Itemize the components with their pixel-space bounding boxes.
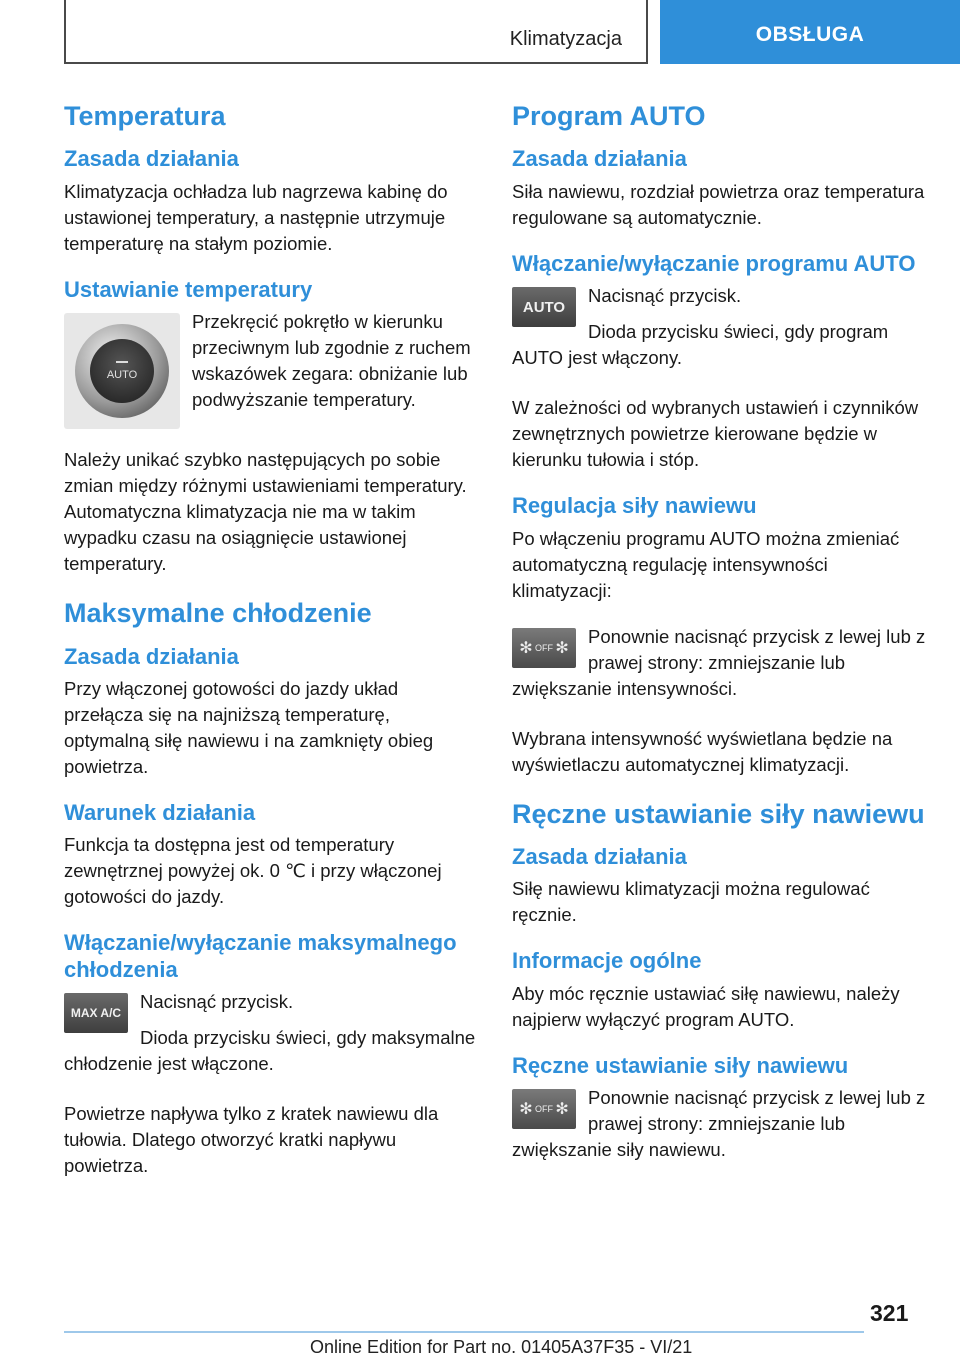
footer-edition: Online Edition for Part no. 01405A37F35 - VI/21 [310, 1337, 693, 1357]
manual-set-heading: Ręczne ustawianie siły nawiewu [512, 1052, 849, 1078]
fan-button-image [512, 628, 576, 668]
max-onoff-row [64, 989, 480, 1087]
fan-regulation-press-text: Ponownie nacisnąć przycisk z lewej lub z prawej strony: zmniejszanie lub zwiększanie intensywności. [512, 625, 926, 699]
fan-regulation-row [512, 624, 928, 712]
temp-set-heading: Ustawianie temperatury [64, 276, 313, 302]
fan-off-label: OFF [534, 1104, 553, 1115]
temp-principle-text: Klimatyzacja ochładza lub nagrzewa kabinę do ustawionej temperatury, a następnie utrzymuje temperaturę na stałym poziomie. [64, 180, 448, 254]
auto-principle-text: Siła nawiewu, rozdział powietrza oraz temperatura regulowane są automatycznie. [512, 180, 925, 228]
temp-title: Temperatura [64, 101, 226, 131]
fan-regulation-display-text: Wybrana intensywność wyświetlana będzie na wyświetlaczu automatycznej klimatyzacji. [512, 727, 893, 775]
max-onoff-heading: Włączanie/wyłączanie maksymalnego chłodzenia [64, 930, 457, 982]
fan-off-label: OFF [534, 642, 553, 653]
left-column [64, 100, 480, 1199]
manual-principle-heading: Zasada działania [512, 843, 687, 869]
temp-set-row [64, 309, 480, 433]
max-cooling-title: Maksymalne chłodzenie [64, 598, 372, 629]
knob-ring [75, 324, 169, 418]
temp-warning-text: Należy unikać szybko następujących po sobie zmian między różnymi ustawieniami temperatury. Automatyczna klimatyzacja nie ma w takim wypadku czasu na osiągnięcie ustawionej temperatury. [64, 449, 467, 575]
max-condition-text: Funkcja ta dostępna jest od temperatury zewnętrznej powyżej ok. 0 ℃ i przy włączonej gotowości do jazdy. [64, 834, 442, 908]
auto-principle-heading: Zasada działania [512, 146, 687, 172]
header-section-title: Klimatyzacja [509, 28, 622, 50]
max-air-text: Powietrze napływa tylko z kratek nawiewu dla tułowia. Dlatego otworzyć kratki napływu powietrza. [64, 1103, 439, 1177]
fan-icon: ✻ [519, 1101, 533, 1119]
manual-set-row [512, 1085, 928, 1173]
manual-info-text: Aby móc ręcznie ustawiać siłę nawiewu, należy najpierw wyłączyć program AUTO. [512, 982, 900, 1030]
auto-press-text: Nacisnąć przycisk. [588, 285, 742, 307]
auto-onoff-heading: Włączanie/wyłączanie programu AUTO [512, 250, 916, 276]
auto-button-image: AUTO [512, 287, 576, 327]
knob-center [90, 339, 154, 403]
minus-icon [116, 361, 128, 363]
manual-press-text: Ponownie nacisnąć przycisk z lewej lub z prawej strony: zmniejszanie lub zwiększanie siły nawiewu. [512, 1087, 926, 1161]
temp-set-text: Przekręcić pokrętło w kierunku przeciwnym lub zgodnie z ruchem wskazówek zegara: obniżanie lub podwyższanie temperatury. [192, 311, 471, 411]
auto-title: Program AUTO [512, 101, 706, 131]
right-column [512, 100, 928, 1187]
temperature-knob-image [64, 313, 180, 429]
max-principle-heading: Zasada działania [64, 643, 239, 669]
fan-regulation-heading: Regulacja siły nawiewu [512, 493, 757, 519]
manual-info-heading: Informacje ogólne [512, 948, 702, 974]
footer-divider [64, 1331, 864, 1333]
temp-principle-heading: Zasada działania [64, 146, 239, 172]
page-number: 321 [870, 1300, 909, 1326]
fan-icon: ✻ [519, 639, 533, 657]
fan-button-image [512, 1089, 576, 1129]
max-ac-button-image: MAX A/C [64, 993, 128, 1033]
max-press-text: Nacisnąć przycisk. [140, 991, 294, 1013]
max-condition-heading: Warunek działania [64, 799, 256, 825]
auto-onoff-row [512, 283, 928, 381]
max-principle-text: Przy włączonej gotowości do jazdy układ przełącza się na najniższą temperaturę, optymalną siłę nawiewu i na zamknięty obieg powietrza. [64, 677, 434, 777]
fan-icon: ✻ [555, 1101, 569, 1119]
auto-led-text: Dioda przycisku świeci, gdy program AUTO jest włączony. [512, 321, 889, 369]
max-led-text: Dioda przycisku świeci, gdy maksymalne chłodzenie jest włączone. [64, 1027, 476, 1075]
knob-label: AUTO [106, 369, 138, 382]
header-chapter-tab: OBSŁUGA [660, 0, 960, 64]
header-box [64, 0, 648, 64]
auto-dependency-text: W zależności od wybranych ustawień i czynników zewnętrznych powietrze kierowane będzie w kierunku tułowia i stóp. [512, 397, 919, 471]
manual-fan-title: Ręczne ustawianie siły nawiewu [512, 798, 925, 829]
fan-icon: ✻ [555, 639, 569, 657]
fan-regulation-text: Po włączeniu programu AUTO można zmieniać automatyczną regulację intensywności klimatyzacji: [512, 527, 900, 601]
manual-principle-text: Siłę nawiewu klimatyzacji można regulować ręcznie. [512, 878, 870, 926]
